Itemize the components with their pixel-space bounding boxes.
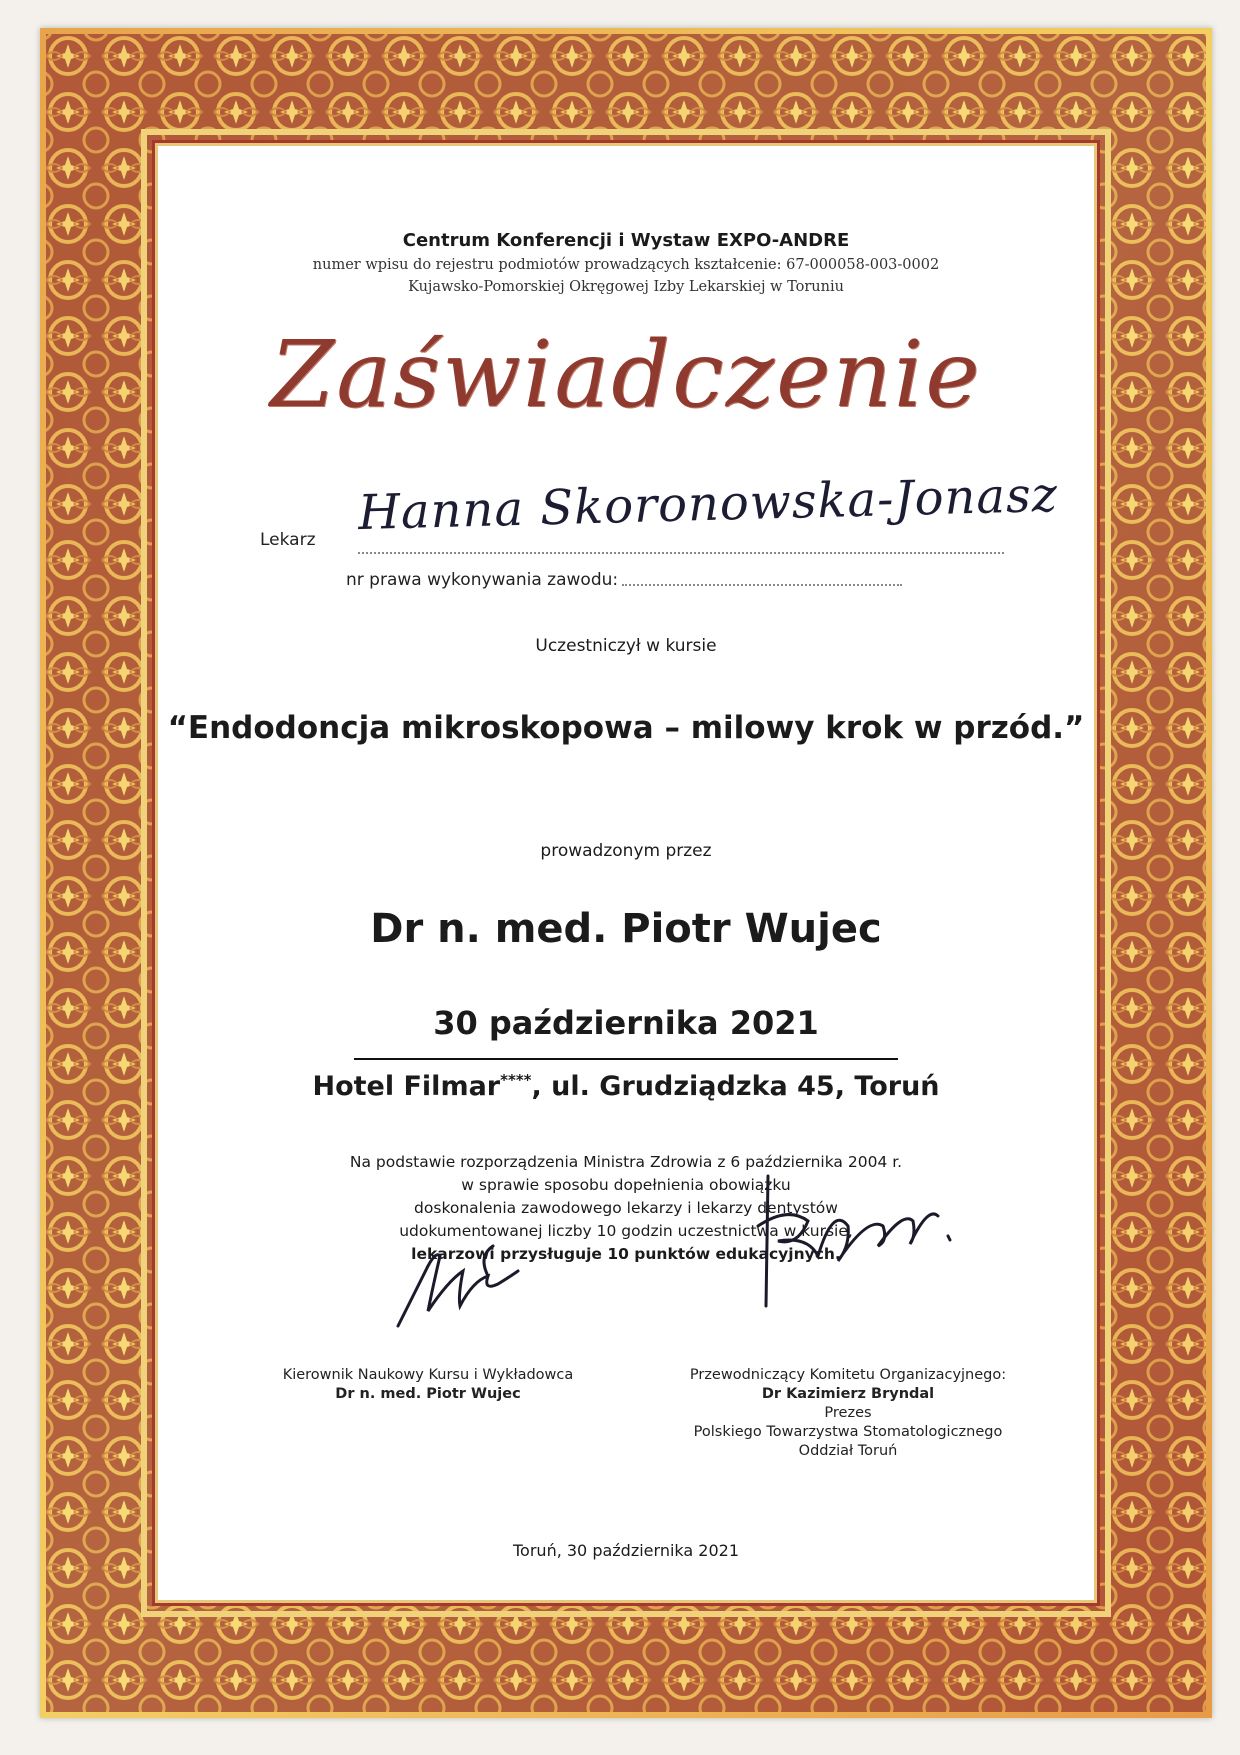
left-signature-block	[238, 1366, 618, 1404]
left-signer-role: Kierownik Naukowy Kursu i Wykładowca	[282, 1367, 574, 1383]
right-signer-role: Przewodniczący Komitetu Organizacyjnego:	[689, 1367, 1007, 1383]
certificate-content	[158, 146, 1094, 1600]
lecturer-name: Dr n. med. Piotr Wujec	[370, 906, 882, 952]
course-date: 30 października 2021	[433, 1004, 819, 1042]
participation-text: Uczestniczył w kursie	[535, 636, 717, 656]
right-signer-title-1: Prezes	[824, 1405, 872, 1421]
right-signature-block	[638, 1366, 1058, 1461]
right-signer-title-3: Oddział Toruń	[798, 1443, 898, 1459]
left-signer-name: Dr n. med. Piotr Wujec	[335, 1386, 521, 1402]
medical-chamber-line: Kujawsko-Pomorskiej Okręgowej Izby Lekarskiej w Toruniu	[408, 279, 844, 295]
right-signer-name: Dr Kazimierz Bryndal	[761, 1386, 935, 1402]
date-underline	[354, 1058, 898, 1060]
registry-number-line: numer wpisu do rejestru podmiotów prowadzących kształcenie: 67-000058-003-0002	[312, 257, 940, 273]
led-by-text: prowadzonym przez	[540, 841, 712, 861]
license-number-label: nr prawa wykonywania zawodu:	[346, 570, 619, 590]
course-name: “Endodoncja mikroskopowa – milowy krok w przód.”	[167, 710, 1085, 746]
certificate-title: Zaświadczenie	[270, 321, 982, 428]
legal-line-4: udokumentowanej liczby 10 godzin uczestnictwa w kursie,	[399, 1222, 853, 1240]
legal-line-1: Na podstawie rozporządzenia Ministra Zdrowia z 6 października 2004 r.	[349, 1153, 903, 1171]
organization-name: Centrum Konferencji i Wystaw EXPO-ANDRE	[402, 230, 850, 251]
handwritten-recipient-name: Hanna Skoronowska-Jonasz	[357, 466, 1059, 542]
legal-line-3: doskonalenia zawodowego lekarzy i lekarzy dentystów	[414, 1199, 838, 1217]
place-and-date: Toruń, 30 października 2021	[513, 1541, 739, 1560]
venue-address: , ul. Grudziądzka 45, Toruń	[531, 1071, 940, 1102]
legal-line-2: w sprawie sposobu dopełnienia obowiązku	[461, 1176, 791, 1194]
certificate-sheet	[40, 28, 1212, 1718]
license-dotted-line	[622, 574, 902, 586]
venue-stars: ****	[500, 1071, 532, 1089]
venue-hotel: Hotel Filmar	[312, 1071, 501, 1102]
right-signature-image	[738, 1166, 968, 1316]
legal-line-5: lekarzowi przysługuje 10 punktów edukacyjnych.	[411, 1245, 841, 1263]
venue	[158, 1071, 1094, 1102]
left-signature-image	[388, 1226, 548, 1336]
right-signer-title-2: Polskiego Towarzystwa Stomatologicznego	[693, 1424, 1003, 1440]
name-dotted-line	[358, 542, 1004, 554]
doctor-label: Lekarz	[260, 530, 316, 550]
